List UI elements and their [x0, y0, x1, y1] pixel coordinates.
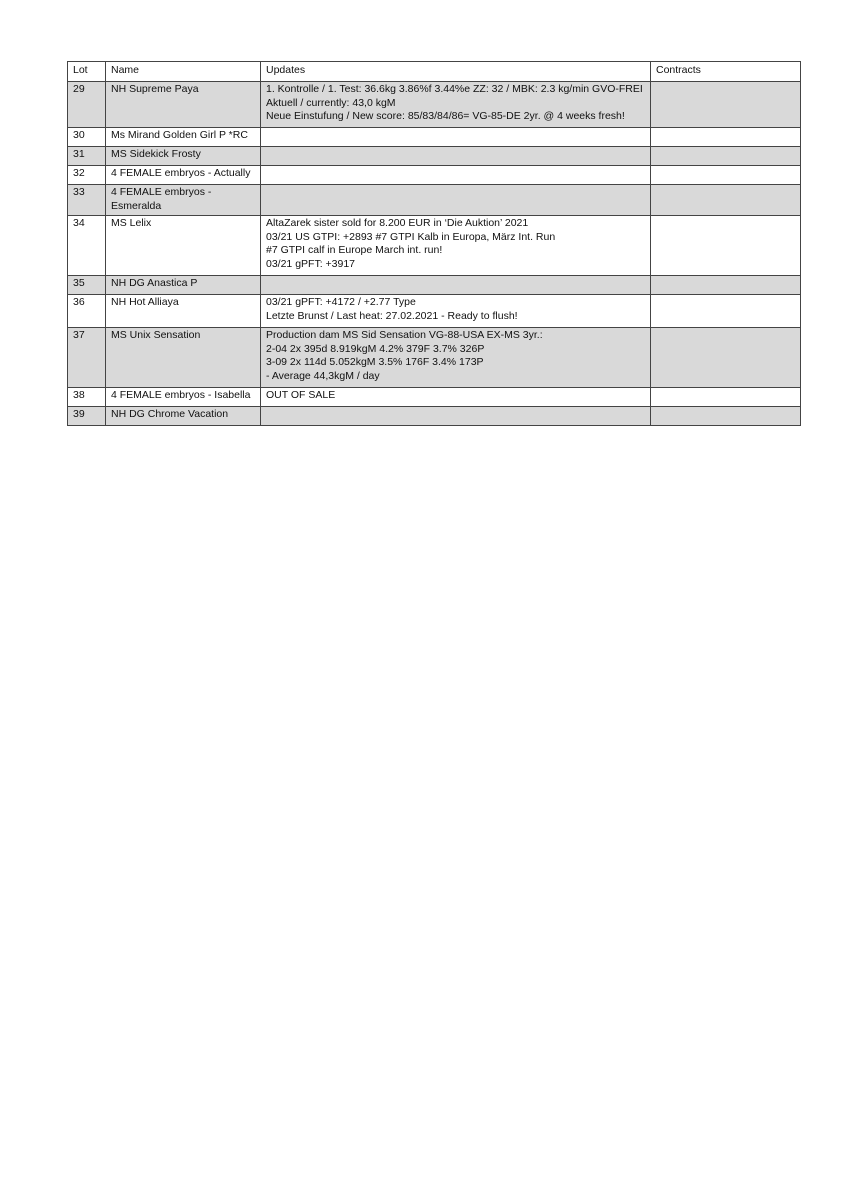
- table-row: [68, 128, 801, 147]
- header-contracts: Contracts: [651, 62, 801, 82]
- table-row: [68, 147, 801, 166]
- cell-updates: [261, 407, 651, 426]
- cell-lot: 38: [68, 388, 106, 407]
- cell-updates: [261, 185, 651, 216]
- cell-contracts: [651, 388, 801, 407]
- cell-contracts: [651, 407, 801, 426]
- update-line: 3-09 2x 114d 5.052kgM 3.5% 176F 3.4% 173P: [266, 356, 484, 368]
- cell-updates: [261, 166, 651, 185]
- update-line: Letzte Brunst / Last heat: 27.02.2021 - Ready to flush!: [266, 309, 518, 322]
- update-line: 03/21 US GTPI: +2893 #7 GTPI Kalb in Europa, März Int. Run: [266, 230, 556, 243]
- table-row: [68, 82, 801, 128]
- cell-name: Ms Mirand Golden Girl P *RC: [106, 128, 261, 147]
- table-row: [68, 185, 801, 216]
- table-row: [68, 295, 801, 328]
- cell-lot: 29: [68, 82, 106, 128]
- table-row: [68, 166, 801, 185]
- cell-name: MS Lelix: [106, 216, 261, 276]
- update-line: OUT OF SALE: [266, 389, 336, 401]
- update-line: - Average 44,3kgM / day: [266, 369, 380, 382]
- table-row: [68, 328, 801, 388]
- table-row: [68, 388, 801, 407]
- table-row: [68, 216, 801, 276]
- table-header-row: [68, 62, 801, 82]
- cell-lot: 33: [68, 185, 106, 216]
- cell-lot: 39: [68, 407, 106, 426]
- table-row: [68, 407, 801, 426]
- cell-updates: [261, 128, 651, 147]
- update-line: 2-04 2x 395d 8.919kgM 4.2% 379F 3.7% 326P: [266, 342, 485, 355]
- lot-updates-sheet: [67, 61, 800, 426]
- cell-updates: [261, 276, 651, 295]
- cell-contracts: [651, 276, 801, 295]
- header-updates: Updates: [261, 62, 651, 82]
- update-line: Neue Einstufung / New score: 85/83/84/86= VG-85-DE 2yr. @ 4 weeks fresh!: [266, 110, 625, 122]
- header-lot: Lot: [68, 62, 106, 82]
- cell-lot: 32: [68, 166, 106, 185]
- cell-contracts: [651, 216, 801, 276]
- cell-name: MS Sidekick Frosty: [106, 147, 261, 166]
- cell-contracts: [651, 295, 801, 328]
- cell-contracts: [651, 128, 801, 147]
- cell-name: NH Hot Alliaya: [106, 295, 261, 328]
- table-body: [68, 82, 801, 426]
- cell-lot: 30: [68, 128, 106, 147]
- cell-contracts: [651, 166, 801, 185]
- cell-updates: [261, 82, 651, 128]
- cell-name: 4 FEMALE embryos - Actually: [106, 166, 261, 185]
- update-line: 03/21 gPFT: +4172 / +2.77 Type: [266, 296, 416, 308]
- cell-name: NH DG Anastica P: [106, 276, 261, 295]
- cell-contracts: [651, 147, 801, 166]
- cell-contracts: [651, 328, 801, 388]
- cell-lot: 34: [68, 216, 106, 276]
- cell-updates: [261, 295, 651, 328]
- cell-lot: 37: [68, 328, 106, 388]
- cell-name: MS Unix Sensation: [106, 328, 261, 388]
- cell-name: 4 FEMALE embryos - Isabella: [106, 388, 261, 407]
- cell-contracts: [651, 82, 801, 128]
- table-row: [68, 276, 801, 295]
- lot-updates-table: [67, 61, 801, 426]
- cell-updates: [261, 388, 651, 407]
- cell-updates: [261, 147, 651, 166]
- update-line: AltaZarek sister sold for 8.200 EUR in ‘Die Auktion’ 2021: [266, 217, 529, 229]
- update-line: Production dam MS Sid Sensation VG-88-USA EX-MS 3yr.:: [266, 329, 543, 341]
- update-line: 1. Kontrolle / 1. Test: 36.6kg 3.86%f 3.44%e ZZ: 32 / MBK: 2.3 kg/min GVO-FREI: [266, 83, 643, 95]
- cell-updates: [261, 328, 651, 388]
- header-name: Name: [106, 62, 261, 82]
- cell-lot: 36: [68, 295, 106, 328]
- cell-name: NH Supreme Paya: [106, 82, 261, 128]
- cell-name: 4 FEMALE embryos - Esmeralda: [106, 185, 261, 216]
- cell-contracts: [651, 185, 801, 216]
- cell-updates: [261, 216, 651, 276]
- update-line: Aktuell / currently: 43,0 kgM: [266, 96, 396, 109]
- cell-name: NH DG Chrome Vacation: [106, 407, 261, 426]
- update-line: 03/21 gPFT: +3917: [266, 257, 356, 270]
- update-line: #7 GTPI calf in Europe March int. run!: [266, 244, 443, 256]
- cell-lot: 35: [68, 276, 106, 295]
- cell-lot: 31: [68, 147, 106, 166]
